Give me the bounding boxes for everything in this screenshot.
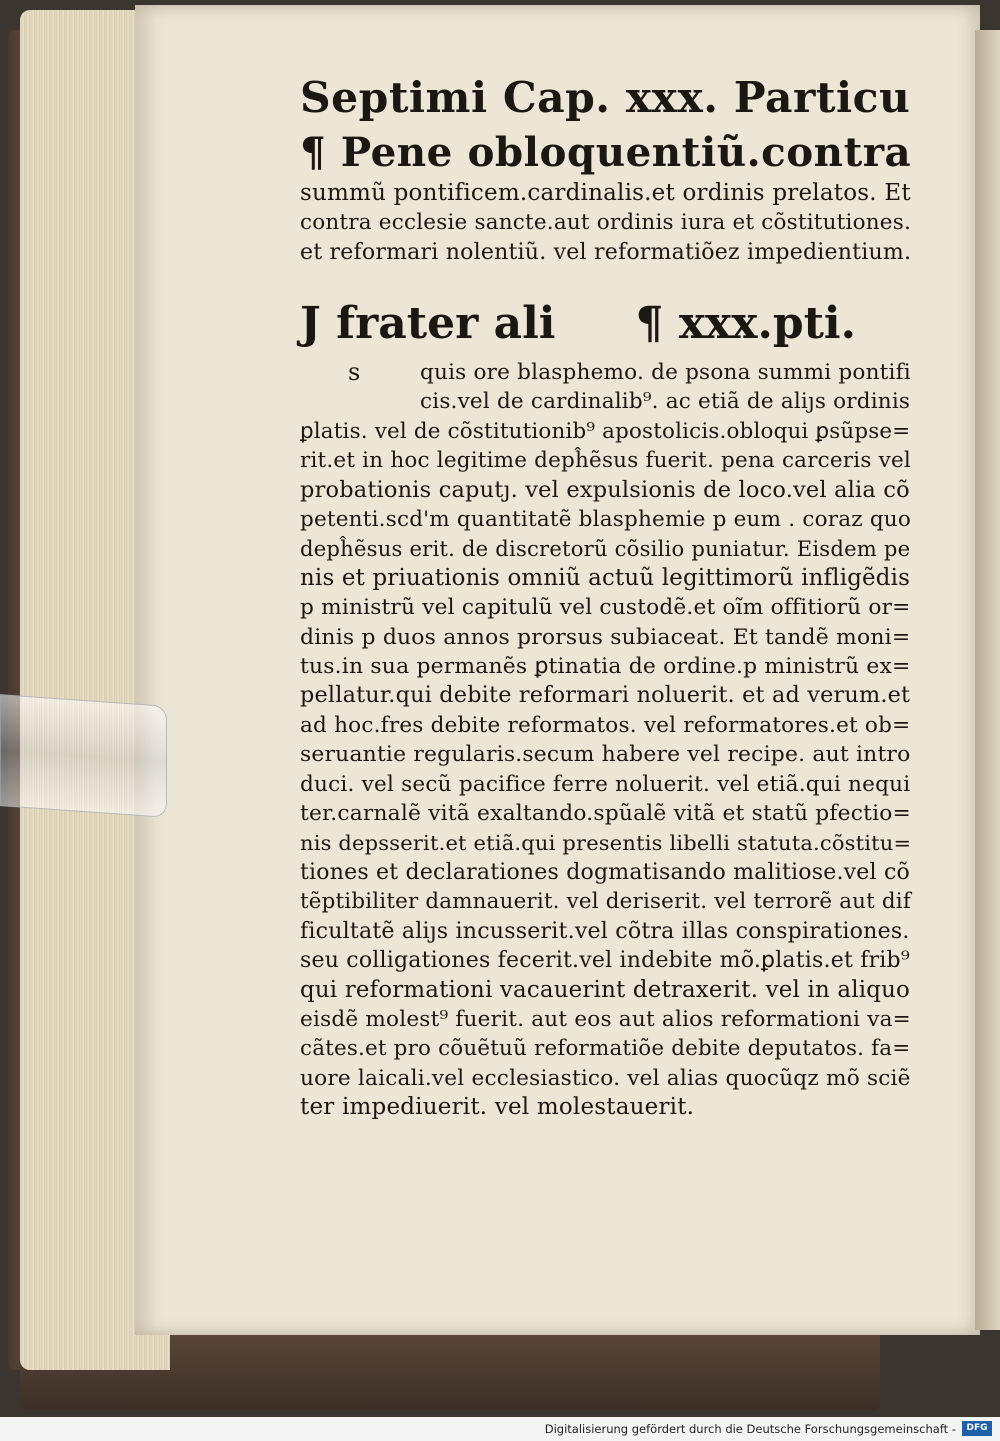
guide-letter: s (348, 358, 361, 386)
body-line: ficultatẽ aliȷs incusserit.vel cõtra illas conspirationes. (300, 917, 910, 944)
body-line: seu colligationes fecerit.vel indebite mõ.ꝑlatis.et frib⁹ (300, 948, 910, 974)
heading-line-2 (300, 126, 910, 178)
section-number: ¶ xxx.pti. (635, 298, 856, 349)
body-line: ꝑlatis. vel de cõstitutionib⁹ apostolicis.obloqui ꝑsũpse= (300, 418, 911, 444)
body-line: p ministrũ vel capitulũ vel custodẽ.et oĩm offitiorũ or= (300, 595, 911, 621)
body-line: seruantie regularis.secum habere vel recipe. aut intro (300, 742, 911, 768)
plastic-clip (0, 694, 167, 818)
facing-page-edge (975, 30, 1000, 1330)
heading-line-2-text: Pene obloquentiũ.contra (340, 128, 912, 176)
body-line: tiones et declarationes dogmatisando malitiose.vel cõ (300, 859, 910, 885)
body-line: nis et priuationis omniũ actuũ legittimorũ infligẽdis (300, 564, 911, 591)
body-line: ter.carnalẽ vitã exaltando.spũalẽ vitã et statũ pfectio= (300, 801, 911, 827)
body-line: qui reformationi vacauerint detraxerit. vel in aliquo (300, 976, 911, 1003)
incipit-text: J frater ali (300, 298, 556, 349)
body-line: quis ore blasphemo. de psona summi pontifi (420, 360, 911, 385)
body-line: petenti.scd'm quantitatẽ blasphemie p eum . coraz quo (300, 507, 911, 533)
body-line: probationis caputȷ. vel expulsionis de loco.vel alia cõ (300, 476, 910, 503)
paragraph-mark: ¶ (300, 128, 327, 176)
footer-credit: Digitalisierung gefördert durch die Deutsche Forschungsgemeinschaft - (544, 1422, 956, 1436)
body-text (300, 358, 920, 1123)
body-line: rit.et in hoc legitime depĥẽsus fuerit. pena carceris vel (300, 448, 911, 474)
body-line: tus.in sua permanẽs ꝑtinatia de ordine.p ministrũ ex= (300, 654, 911, 680)
body-line: depĥẽsus erit. de discretorũ cõsilio puniatur. Eisdem pe (300, 536, 911, 562)
rubric-line: contra ecclesie sancte.aut ordinis iura et cõstitutiones. (300, 210, 911, 235)
body-line: cãtes.et pro cõuẽtuũ reformatiõe debite deputatos. fa= (300, 1036, 911, 1062)
rubric-line: et reformari nolentiũ. vel reformatiõez impedientium. (300, 240, 912, 265)
rubric-line: summũ pontificem.cardinalis.et ordinis prelatos. Et (300, 180, 911, 206)
rubric (300, 178, 910, 268)
body-line: eisdẽ molest⁹ fuerit. aut eos aut alios reformationi va= (300, 1006, 911, 1032)
body-line: cis.vel de cardinalib⁹. ac etiã de aliȷs ordinis (420, 389, 911, 415)
dfg-logo: DFG (962, 1421, 992, 1436)
body-line: ad hoc.fres debite reformatos. vel reformatores.et ob= (300, 712, 911, 738)
incipit (300, 298, 920, 350)
heading-line-1: Septimi Cap. xxx. Particu (300, 73, 911, 123)
body-line: duci. vel secũ pacifice ferre noluerit. vel etiã.qui nequi (300, 771, 911, 797)
chapter-heading (300, 70, 910, 268)
body-line: uore laicali.vel ecclesiastico. vel alias quocũqz mõ sciẽ (300, 1065, 911, 1091)
footer-bar (0, 1417, 1000, 1441)
body-line: dinis p duos annos prorsus subiaceat. Et tandẽ moni= (300, 624, 911, 650)
body-line: pellatur.qui debite reformari noluerit. et ad verum.et (300, 682, 911, 709)
body-line: ter impediuerit. vel molestauerit. (300, 1094, 695, 1121)
body-line: nis depsserit.et etiã.qui presentis libelli statuta.cõstitu= (300, 830, 912, 855)
body-line: tẽptibiliter damnauerit. vel deriserit. vel terrorẽ aut dif (300, 889, 911, 915)
